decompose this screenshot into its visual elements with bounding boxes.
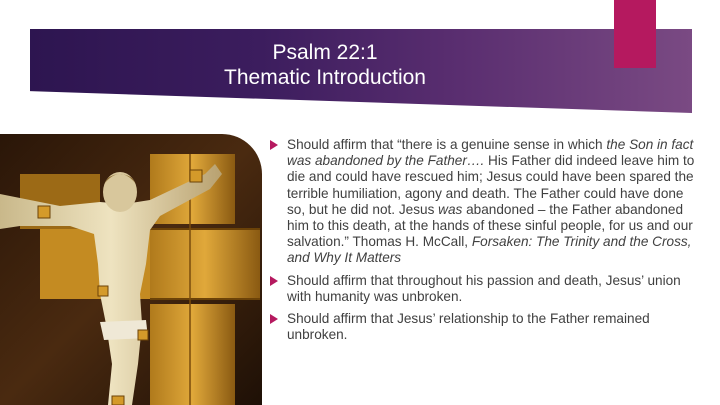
bullet-item-1 [270, 137, 705, 267]
bullet-list [270, 137, 705, 349]
crucifixion-image [0, 134, 262, 405]
crucifixion-painting-icon [0, 134, 262, 405]
accent-bar [614, 0, 656, 68]
title-line-1: Psalm 22:1 [272, 41, 378, 64]
slide-title [150, 40, 500, 90]
title-line-2: Thematic Introduction [224, 66, 426, 89]
bullet-arrow-icon [270, 314, 278, 324]
bullet-1-text-b: the Son in fact was abandoned by the Father…. [287, 137, 694, 169]
bullet-1-text-a: Should affirm that “there is a genuine sense in which [287, 137, 607, 152]
bullet-item-2 [270, 273, 705, 305]
bullet-3-text: Should affirm that Jesus’ relationship to the Father remained unbroken. [287, 311, 650, 343]
bullet-item-3 [270, 311, 705, 343]
bullet-1-text-c: His Father did indeed leave him to die and could have rescued him; Jesus could have been spared the terrible humiliation, agony and death. The Father could have done so, but he did not. Jesus [287, 153, 695, 217]
bullet-2-text: Should affirm that throughout his passion and death, Jesus’ union with humanity was unbroken. [287, 272, 681, 304]
bullet-arrow-icon [270, 276, 278, 286]
bullet-1-text-d: was [438, 201, 463, 217]
bullet-1-book-title: Forsaken: The Trinity and the Cross, and Why It Matters [287, 234, 692, 266]
bullet-1-text-e: abandoned – the Father abandoned him to this death, at the hands of these sinful people, for us and our salvation.” Thomas H. McCall, [287, 201, 693, 250]
bullet-arrow-icon [270, 140, 278, 150]
